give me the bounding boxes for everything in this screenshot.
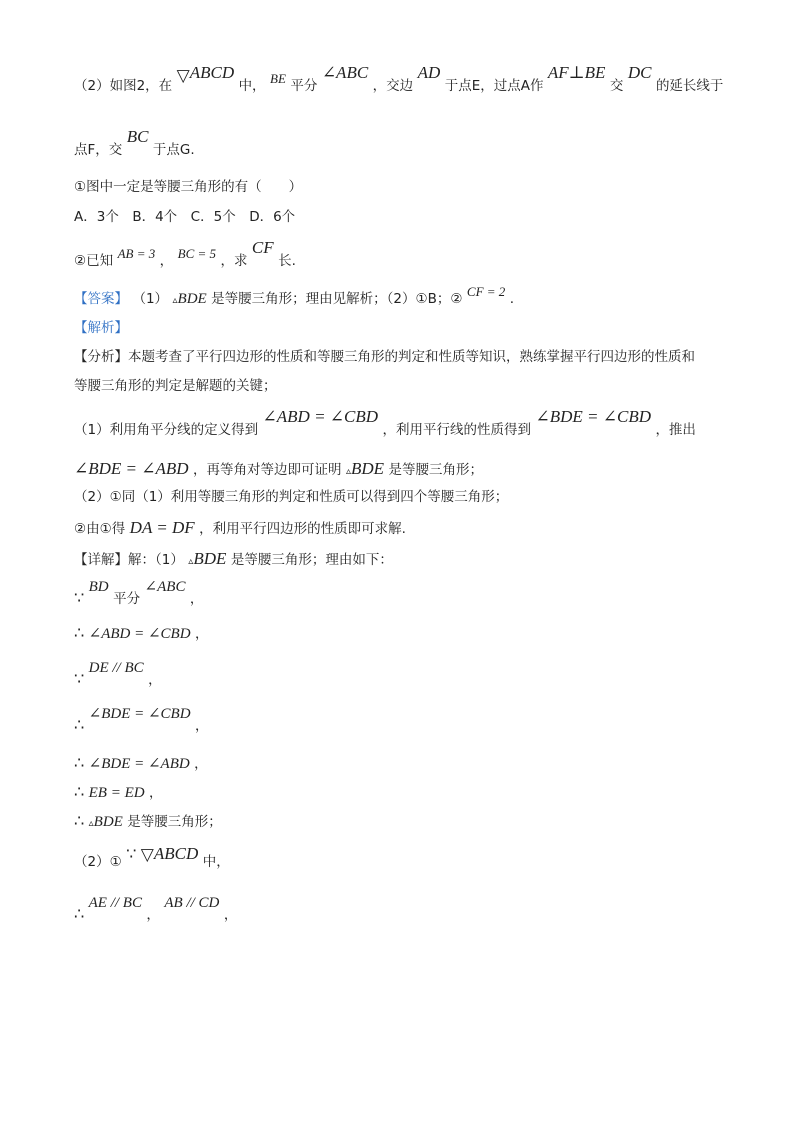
text: ，交边	[372, 78, 414, 94]
math-eq: ∠ABD = ∠CBD	[88, 626, 191, 642]
because-symbol: ∵	[74, 669, 85, 688]
text: .	[509, 291, 515, 307]
math-bde: BDE	[93, 814, 123, 830]
text: 交	[609, 78, 624, 94]
question-line-1	[74, 63, 724, 94]
text: ，	[149, 785, 163, 801]
text: （1）	[132, 291, 169, 307]
text: （2）①	[74, 854, 122, 870]
triangle-icon: ▵	[345, 466, 351, 477]
math-abcd: ABCD	[153, 844, 199, 863]
text: 中，	[202, 854, 230, 870]
text: ，	[195, 626, 209, 642]
text: ，求	[220, 253, 248, 269]
text: ，推出	[655, 422, 696, 438]
text: ②已知	[74, 253, 114, 269]
text: （2）如图2，在	[74, 78, 173, 94]
math-bd: BD	[88, 579, 109, 595]
math-eq: ∠BDE = ∠ABD	[74, 459, 189, 478]
text: 是等腰三角形；	[127, 814, 222, 830]
detail-step-9	[74, 895, 238, 923]
because-symbol: ∵	[74, 588, 85, 607]
math-eq: ∠BDE = ∠CBD	[535, 407, 651, 426]
detail-step-3	[74, 660, 162, 688]
math-eq: AB // CD	[164, 895, 220, 911]
math-ad: AD	[417, 63, 441, 82]
math-angle-abc: ∠ABC	[321, 63, 369, 82]
analysis-line-5: （2）①同（1）利用等腰三角形的判定和性质可以得到四个等腰三角形；	[74, 489, 509, 505]
math-bde: BDE	[351, 459, 385, 478]
math-bde: BDE	[193, 549, 227, 568]
text: 长.	[278, 253, 296, 269]
answer-options: A．3个 B．4个 C．5个 D．6个	[74, 209, 296, 225]
because-symbol: ∵	[126, 844, 137, 863]
analysis-line-2: 等腰三角形的判定是解题的关键；	[74, 378, 277, 394]
math-cf-2: CF = 2	[466, 284, 506, 299]
therefore-symbol: ∴	[74, 811, 85, 830]
math-ab-3: AB = 3	[117, 246, 156, 261]
text: 于点E，过点A作	[444, 78, 544, 94]
triangle-icon: ▵	[88, 818, 94, 829]
text: ，再等角对等边即可证明	[193, 462, 342, 478]
text: ，	[148, 672, 162, 688]
math-eq: DA = DF	[129, 518, 195, 537]
detail-tag: 【详解】解：（1）	[74, 552, 184, 568]
therefore-symbol: ∴	[74, 715, 85, 734]
math-eq: AE // BC	[88, 895, 142, 911]
math-cf: CF	[251, 238, 274, 257]
math-abcd: ABCD	[189, 63, 235, 82]
sub-question-2	[74, 238, 296, 269]
math-dc: DC	[627, 63, 652, 82]
text: 是等腰三角形；理由如下：	[230, 552, 393, 568]
math-bc: BC	[126, 127, 149, 146]
text: ，	[195, 718, 209, 734]
text: ，	[223, 907, 238, 923]
text: 平分	[113, 591, 141, 607]
question-line-2	[74, 127, 195, 158]
math-angle-abc: ∠ABC	[144, 579, 186, 595]
detail-step-4	[74, 706, 209, 734]
text: ，利用平行四边形的性质即可求解.	[199, 521, 406, 537]
math-bde: BDE	[177, 291, 207, 307]
detail-line-1	[74, 550, 393, 568]
sub-question-1: ①图中一定是等腰三角形的有（ ）	[74, 179, 303, 195]
therefore-symbol: ∴	[74, 753, 85, 772]
text: ，	[189, 591, 204, 607]
parallelogram-icon: ▽	[176, 66, 190, 86]
detail-step-7	[74, 813, 222, 830]
triangle-icon: ▵	[188, 556, 194, 567]
text: （1）利用角平分线的定义得到	[74, 422, 259, 438]
analysis-line-3	[74, 407, 696, 438]
therefore-symbol: ∴	[74, 782, 85, 801]
math-eq: ∠BDE = ∠CBD	[88, 706, 191, 722]
therefore-symbol: ∴	[74, 904, 85, 923]
text: 平分	[290, 78, 318, 94]
text: ②由①得	[74, 521, 126, 537]
text: 中，	[238, 78, 266, 94]
text: ，	[159, 253, 174, 269]
text: 点F，交	[74, 142, 123, 158]
math-eq: ∠ABD = ∠CBD	[262, 407, 379, 426]
detail-step-2	[74, 625, 209, 642]
math-eq: EB = ED	[88, 785, 145, 801]
text: 是等腰三角形；理由见解析；（2）①B；②	[211, 291, 463, 307]
text: ，	[146, 907, 160, 923]
triangle-icon: ▵	[172, 295, 178, 306]
analysis-line-6	[74, 519, 406, 537]
analysis-line-1: 【分析】本题考查了平行四边形的性质和等腰三角形的判定和性质等知识，熟练掌握平行四边形的性质和	[74, 349, 695, 365]
detail-step-6	[74, 784, 163, 801]
text: ，利用平行线的性质得到	[382, 422, 532, 438]
math-af-perp-be: AF⊥BE	[547, 63, 606, 82]
detail-step-5	[74, 755, 208, 772]
math-bc-5: BC = 5	[177, 246, 217, 261]
answer-tag: 【答案】	[74, 291, 128, 307]
therefore-symbol: ∴	[74, 623, 85, 642]
analysis-line-4	[74, 460, 483, 478]
analysis-tag: 【解析】	[74, 320, 128, 336]
parallelogram-icon: ▽	[140, 845, 154, 865]
text: ，	[194, 756, 208, 772]
detail-step-1	[74, 579, 204, 607]
math-eq: ∠BDE = ∠ABD	[88, 756, 190, 772]
text: 于点G.	[152, 142, 195, 158]
text: 的延长线于	[655, 78, 724, 94]
detail-step-8	[74, 844, 230, 870]
math-be: BE	[270, 71, 286, 86]
text: 是等腰三角形；	[388, 462, 483, 478]
math-eq: DE // BC	[88, 660, 144, 676]
answer-line	[74, 284, 515, 307]
